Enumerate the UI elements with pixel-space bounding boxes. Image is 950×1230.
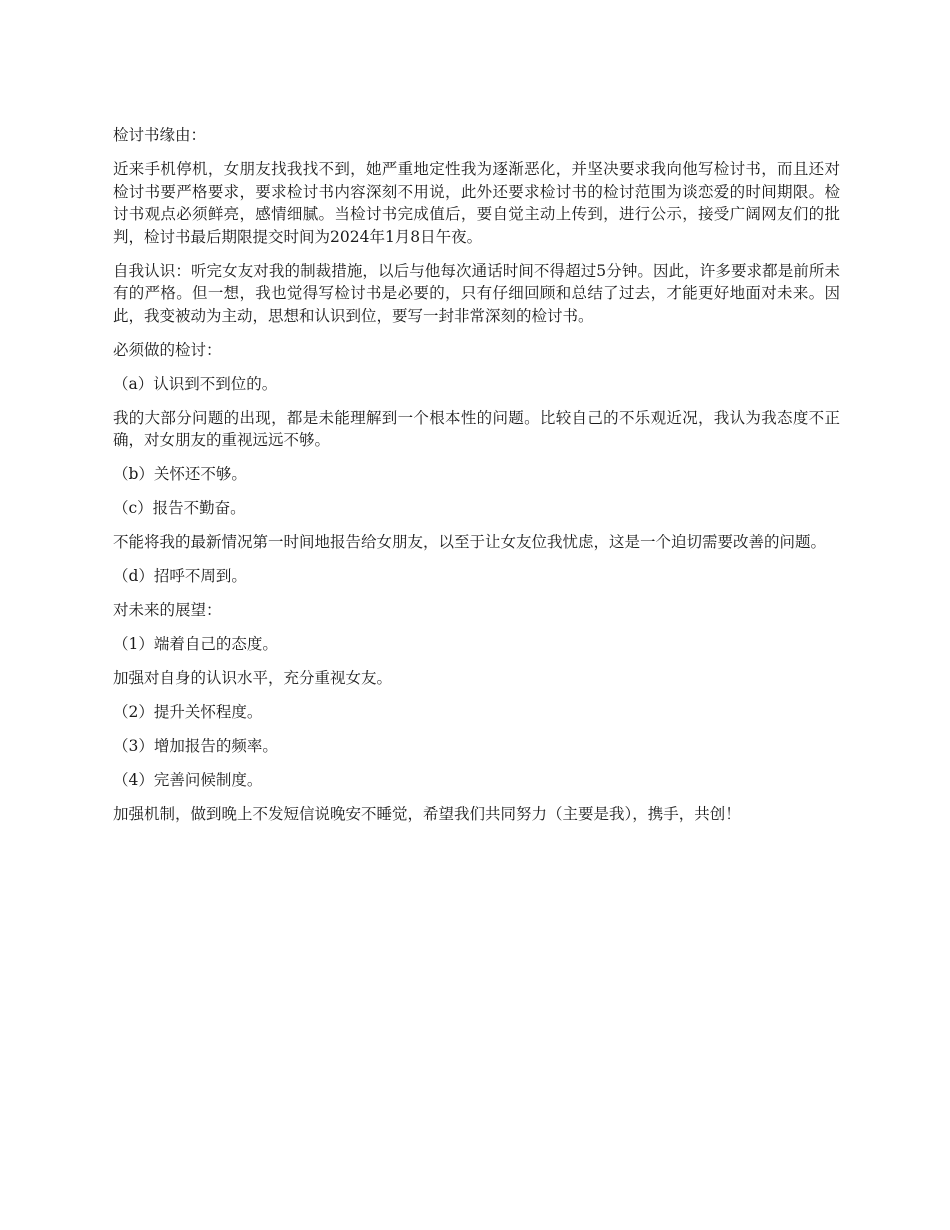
list-item-a: （a）认识到不到位的。 bbox=[113, 374, 278, 393]
paragraph-item-c-detail: 不能将我的最新情况第一时间地报告给女朋友，以至于让女友位我忧虑，这是一个迫切需要改善的问题。 bbox=[113, 533, 827, 551]
paragraph-item-1-detail: 加强对自身的认识水平，充分重视女友。 bbox=[113, 669, 393, 687]
list-item-c: （c）报告不勤奋。 bbox=[113, 499, 246, 517]
paragraph-self-recognition: 自我认识：听完女友对我的制裁措施，以后与他每次通话时间不得超过5分钟。因此，许多要求都是前所未有的严格。但一想，我也觉得写检讨书是必要的，只有仔细回顾和总结了过去，才能更好地面对未来。因此，我变被动为主动，思想和认识到位，要写一封非常深刻的检讨书。 bbox=[113, 261, 840, 325]
list-item-1: （1）端着自己的态度。 bbox=[113, 635, 278, 653]
section-heading-required-review: 必须做的检讨： bbox=[113, 340, 222, 359]
paragraph-item-a-detail: 我的大部分问题的出现，都是未能理解到一个根本性的问题。比较自己的不乐观近况，我认为我态度不正确，对女朋友的重视远远不够。 bbox=[113, 408, 840, 449]
list-item-2: （2）提升关怀程度。 bbox=[113, 703, 263, 721]
paragraph-reason-body: 近来手机停机，女朋友找我找不到，她严重地定性我为逐渐恶化，并坚决要求我向他写检讨书，而且还对检讨书要严格要求，要求检讨书内容深刻不用说，此外还要求检讨书的检讨范围为谈恋爱的时间期限。检讨书观点必须鲜亮，感情细腻。当检讨书完成值后，要自觉主动上传到，进行公示，接受广阔网友们的批判，检讨书最后期限提交时间为2024年1月8日午夜。 bbox=[113, 160, 840, 246]
list-item-4: （4）完善问候制度。 bbox=[113, 771, 263, 789]
list-item-3: （3）增加报告的频率。 bbox=[113, 737, 278, 755]
paragraph-closing: 加强机制，做到晚上不发短信说晚安不睡觉，希望我们共同努力（主要是我），携手，共创！ bbox=[113, 805, 741, 823]
list-item-d: （d）招呼不周到。 bbox=[113, 567, 247, 585]
section-heading-outlook: 对未来的展望： bbox=[113, 601, 222, 619]
document-body bbox=[113, 124, 840, 837]
list-item-b: （b）关怀还不够。 bbox=[113, 465, 247, 483]
section-heading-reason: 检讨书缘由： bbox=[113, 126, 207, 144]
